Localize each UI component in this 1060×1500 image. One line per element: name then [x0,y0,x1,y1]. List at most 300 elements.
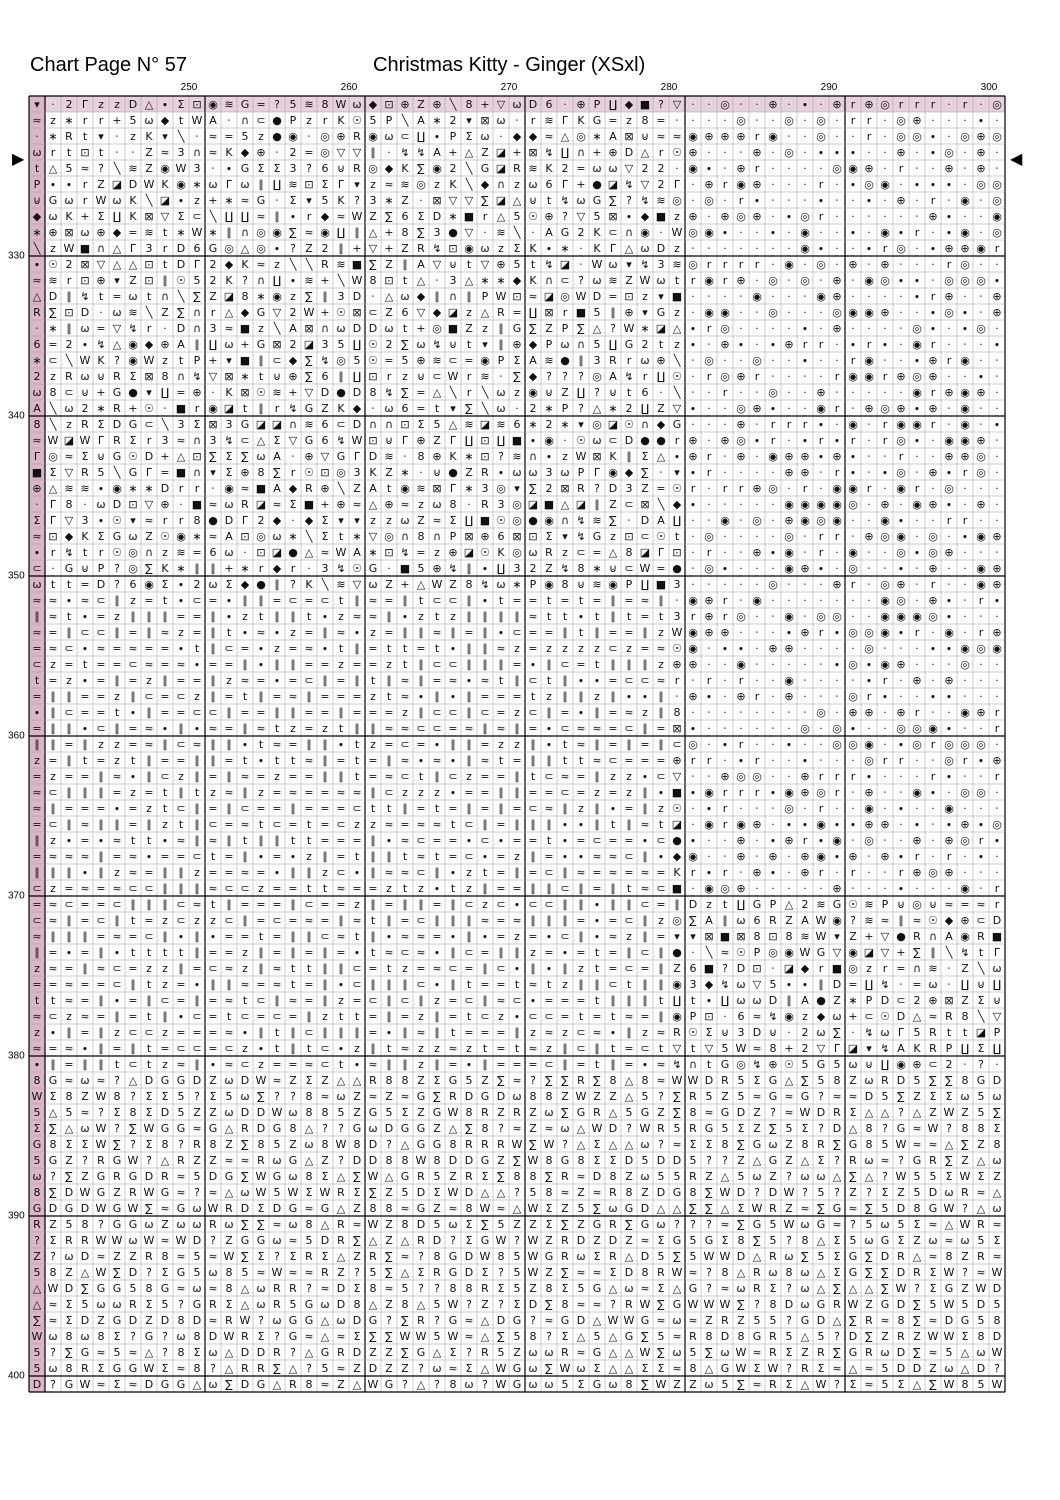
chart-symbol: r [706,322,712,335]
chart-symbol: = [128,930,138,943]
chart-symbol: ≈ [384,178,394,191]
chart-symbol: · [947,98,951,111]
chart-symbol: 8 [49,1138,57,1151]
chart-symbol: ∥ [354,226,360,239]
chart-symbol: 8 [385,1202,393,1215]
chart-symbol: ▽ [880,930,890,943]
chart-symbol: ⊕ [832,882,842,895]
chart-symbol: ∥ [402,594,408,607]
chart-symbol: = [480,802,490,815]
chart-symbol: ∥ [418,674,424,687]
chart-symbol: · [947,706,951,719]
chart-symbol: ⋅ [819,690,823,703]
chart-symbol: ⊂ [656,882,666,895]
chart-symbol: · [947,322,951,335]
chart-symbol: △ [416,578,426,591]
chart-symbol: ⊕ [704,594,714,607]
chart-symbol: z [546,690,552,703]
chart-symbol: R [257,1362,265,1375]
chart-symbol: G [432,1138,442,1151]
chart-symbol: △ [112,258,122,271]
chart-symbol: D [80,1314,90,1327]
chart-symbol: ╲ [465,162,473,175]
chart-symbol: ⋅ [675,114,679,127]
chart-symbol: ⊂ [208,706,218,719]
chart-symbol: ⊂ [432,658,442,671]
chart-symbol: = [544,994,554,1007]
chart-symbol: · [723,834,727,847]
chart-symbol: t [546,674,552,687]
chart-symbol: ◆ [624,98,634,111]
chart-symbol: = [272,786,282,799]
chart-symbol: ∥ [114,914,120,927]
chart-symbol: ⊠ [64,226,74,239]
column-label: 290 [820,82,838,93]
chart-symbol: ⊂ [416,834,426,847]
chart-symbol: ◎ [768,306,778,319]
chart-symbol: = [512,690,522,703]
chart-symbol: 5 [593,1330,601,1343]
chart-symbol: = [624,754,634,767]
chart-symbol: ◉ [544,578,554,591]
chart-symbol: ≈ [32,530,42,543]
chart-symbol: ⊕ [752,178,762,191]
chart-symbol: R [897,1330,905,1343]
chart-symbol: ■ [479,514,491,527]
chart-symbol: · [179,498,183,511]
chart-symbol: = [624,866,634,879]
chart-symbol: ▾ [674,466,680,479]
chart-symbol: = [480,786,490,799]
chart-symbol: ∑ [753,1234,761,1247]
chart-symbol: · [899,354,903,367]
chart-symbol: ◉ [816,498,826,511]
chart-symbol: ∙ [225,162,233,175]
chart-symbol: ◆ [64,530,74,543]
chart-symbol: ω [208,178,218,191]
chart-symbol: = [320,818,330,831]
chart-symbol: = [576,162,586,175]
chart-symbol: 8 [225,1266,233,1279]
chart-symbol: r [674,434,680,447]
chart-symbol: D [704,1074,714,1087]
chart-symbol: ⊂ [480,834,490,847]
chart-symbol: r [802,834,808,847]
chart-symbol: K [161,178,169,191]
chart-symbol: 5 [401,354,409,367]
chart-symbol: ? [850,914,856,927]
chart-symbol: 8 [33,1074,41,1087]
chart-symbol: ◪ [495,146,507,159]
chart-symbol: ∑ [961,1138,969,1151]
chart-symbol: Z [705,1170,713,1183]
chart-symbol: 8 [625,1378,633,1391]
chart-symbol: ω [464,1378,474,1391]
chart-symbol: · [691,418,695,431]
chart-symbol: W [335,1138,347,1151]
chart-symbol: ω [592,274,602,287]
chart-symbol: D [912,1362,922,1375]
chart-symbol: △ [160,1154,170,1167]
chart-symbol: Γ [561,114,569,127]
chart-symbol: ⋅ [867,418,871,431]
chart-symbol: ≈ [672,1138,682,1151]
chart-symbol: Σ [817,1154,825,1167]
chart-symbol: ≈ [976,898,986,911]
chart-symbol: ∥ [562,1042,568,1055]
chart-symbol: ∥ [498,946,504,959]
chart-symbol: ω [352,98,362,111]
chart-symbol: ⊂ [432,722,442,735]
chart-symbol: W [703,1298,715,1311]
chart-symbol: △ [336,1250,346,1263]
chart-symbol: D [192,1314,202,1327]
chart-symbol: t [306,882,312,895]
chart-symbol: ≈ [656,1314,666,1327]
chart-symbol: ∥ [338,770,344,783]
chart-symbol: ⊕ [896,370,906,383]
chart-symbol: ≈ [672,130,682,143]
chart-symbol: G [768,1074,778,1087]
chart-symbol: Γ [49,498,57,511]
chart-symbol: ◎ [928,530,938,543]
chart-symbol: ω [240,1186,250,1199]
chart-symbol: t [274,754,280,767]
chart-symbol: = [464,626,474,639]
chart-symbol: = [96,930,106,943]
chart-symbol: ◆ [224,258,234,271]
chart-symbol: ∙ [945,466,953,479]
chart-symbol: ω [304,1138,314,1151]
chart-symbol: ◎ [992,98,1002,111]
chart-symbol: ☉ [48,258,58,271]
chart-symbol: t [386,642,392,655]
chart-symbol: = [80,1026,90,1039]
chart-symbol: ω [64,402,74,415]
chart-symbol: ∙ [689,402,697,415]
chart-symbol: = [208,1042,218,1055]
chart-symbol: ∥ [530,882,536,895]
chart-symbol: W [943,1298,955,1311]
chart-symbol: ⊕ [688,434,698,447]
chart-symbol: ≋ [608,274,618,287]
chart-symbol: · [723,418,727,431]
chart-symbol: 3 [321,562,329,575]
chart-symbol: R [769,1250,777,1263]
chart-symbol: ω [592,434,602,447]
chart-symbol: 8 [625,1186,633,1199]
chart-symbol: ◉ [848,370,858,383]
chart-symbol: r [482,210,488,223]
chart-symbol: ω [800,1266,810,1279]
chart-symbol: ∥ [130,978,136,991]
chart-symbol: Z [481,146,489,159]
chart-symbol: ∐ [608,98,618,111]
chart-symbol: = [256,706,266,719]
chart-symbol: ∐ [528,306,538,319]
chart-symbol: ◆ [656,418,666,431]
chart-symbol: ⊕ [976,434,986,447]
chart-symbol: ⊂ [528,898,538,911]
chart-symbol: = [640,962,650,975]
chart-symbol: z [482,898,488,911]
chart-symbol: ◉ [464,242,474,255]
chart-symbol: △ [224,1186,234,1199]
chart-symbol: ≈ [448,1362,458,1375]
chart-symbol: 8 [65,1090,73,1103]
chart-symbol: ∙ [561,946,569,959]
chart-symbol: ⋅ [691,386,695,399]
chart-symbol: ▽ [752,978,762,991]
chart-symbol: = [384,594,394,607]
chart-symbol: = [128,738,138,751]
chart-symbol: = [240,642,250,655]
chart-symbol: ⋅ [979,290,983,303]
chart-symbol: ∙ [977,818,985,831]
chart-symbol: · [739,242,743,255]
chart-symbol: W [639,274,651,287]
chart-symbol: ● [592,178,602,191]
chart-symbol: 5 [321,1362,329,1375]
chart-symbol: ⊂ [224,1042,234,1055]
chart-symbol: ◎ [832,162,842,175]
chart-symbol: ∐ [272,274,282,287]
chart-symbol: △ [128,258,138,271]
chart-symbol: G [480,162,490,175]
chart-symbol: ≈ [32,274,42,287]
chart-symbol: ▽ [480,258,490,271]
chart-symbol: ◎ [336,466,346,479]
chart-symbol: P [449,530,457,543]
chart-symbol: · [995,450,999,463]
chart-symbol: ∙ [225,610,233,623]
chart-symbol: ∙ [641,690,649,703]
chart-symbol: ☉ [672,802,682,815]
chart-symbol: z [706,898,712,911]
chart-symbol: ≈ [224,322,234,335]
chart-symbol: ⊕ [976,130,986,143]
chart-symbol: ∥ [530,818,536,831]
chart-symbol: 5 [193,1170,201,1183]
chart-symbol: r [146,434,152,447]
chart-symbol: ⋅ [883,450,887,463]
chart-symbol: t [146,1058,152,1071]
chart-symbol: ⊂ [336,418,346,431]
chart-symbol: ∑ [881,1266,889,1279]
chart-symbol: ≈ [400,1042,410,1055]
chart-symbol: ◉ [784,546,794,559]
chart-symbol: Z [337,1378,345,1391]
chart-symbol: K [161,562,169,575]
chart-symbol: ∙ [33,258,41,271]
chart-symbol: 3 [481,482,489,495]
chart-symbol: = [160,1042,170,1055]
chart-symbol: r [754,258,760,271]
chart-symbol: ≈ [336,786,346,799]
chart-symbol: = [48,1042,58,1055]
chart-symbol: ? [178,1138,184,1151]
chart-symbol: z [66,674,72,687]
chart-symbol: Γ [353,450,361,463]
chart-symbol: ⋅ [755,802,759,815]
chart-symbol: Σ [161,1090,169,1103]
chart-symbol: · [803,402,807,415]
chart-symbol: r [962,98,968,111]
chart-symbol: ⋅ [723,850,727,863]
chart-symbol: ⊂ [640,898,650,911]
chart-symbol: ≈ [144,722,154,735]
chart-symbol: · [771,258,775,271]
chart-symbol: ∩ [192,322,202,335]
chart-symbol: G [624,1330,634,1343]
chart-symbol: 8 [369,1282,377,1295]
chart-symbol: · [819,226,823,239]
chart-symbol: = [656,754,666,767]
chart-symbol: 2 [209,274,217,287]
chart-symbol: ⊂ [208,962,218,975]
chart-symbol: · [979,674,983,687]
chart-symbol: W [335,98,347,111]
chart-symbol: = [320,834,330,847]
chart-symbol: Γ [193,258,201,271]
chart-symbol: △ [976,1202,986,1215]
chart-symbol: △ [624,1346,634,1359]
chart-symbol: ∑ [385,1330,393,1343]
chart-symbol: D [608,1122,618,1135]
chart-symbol: 5 [673,1170,681,1183]
chart-symbol: z [642,706,648,719]
chart-symbol: 5 [129,1282,137,1295]
chart-symbol: ∩ [160,290,170,303]
chart-symbol: ≈ [864,1362,874,1375]
chart-symbol: G [160,1186,170,1199]
chart-symbol: 5 [881,1378,889,1391]
chart-symbol: ⋅ [771,722,775,735]
chart-symbol: R [481,1138,489,1151]
chart-symbol: ∥ [498,338,504,351]
chart-symbol: ∗ [192,178,202,191]
chart-symbol: ╲ [513,226,521,239]
chart-symbol: Σ [465,1234,473,1247]
chart-symbol: · [819,722,823,735]
chart-symbol: ω [800,1298,810,1311]
chart-symbol: · [819,482,823,495]
chart-symbol: ◉ [880,610,890,623]
chart-symbol: ≈ [208,834,218,847]
chart-symbol: ? [114,354,120,367]
chart-symbol: · [963,802,967,815]
chart-symbol: · [771,466,775,479]
chart-symbol: ∙ [993,338,1001,351]
chart-symbol: 8 [769,1298,777,1311]
chart-symbol: ∑ [497,1330,505,1343]
chart-symbol: r [690,754,696,767]
chart-symbol: ⊕ [800,562,810,575]
chart-symbol: Σ [481,1266,489,1279]
chart-symbol: · [707,146,711,159]
chart-symbol: ■ [239,354,251,367]
chart-symbol: · [883,194,887,207]
chart-symbol: = [336,754,346,767]
chart-symbol: △ [464,274,474,287]
chart-symbol: r [818,626,824,639]
chart-symbol: 8 [433,1154,441,1167]
chart-symbol: ∥ [194,754,200,767]
chart-symbol: = [32,978,42,991]
chart-symbol: ▾ [466,114,472,127]
chart-symbol: △ [912,1250,922,1263]
chart-symbol: ● [672,946,682,959]
chart-symbol: ☉ [928,914,938,927]
chart-symbol: D [736,1106,746,1119]
chart-symbol: 8 [465,1202,473,1215]
chart-symbol: z [418,1042,424,1055]
chart-symbol: ∥ [194,562,200,575]
chart-symbol: r [866,114,872,127]
chart-symbol: t [258,818,264,831]
chart-symbol: = [32,850,42,863]
chart-symbol: P [33,178,41,191]
chart-symbol: ω [544,1106,554,1119]
chart-symbol: 8 [49,1266,57,1279]
chart-symbol: ω [816,1170,826,1183]
chart-symbol: = [464,1026,474,1039]
chart-symbol: t [146,290,152,303]
chart-symbol: · [899,210,903,223]
chart-symbol: ∥ [274,658,280,671]
chart-symbol: t [626,610,632,623]
chart-symbol: ◎ [736,434,746,447]
chart-symbol: ∙ [929,786,937,799]
chart-symbol: ∑ [145,1202,153,1215]
chart-symbol: ⊡ [304,178,314,191]
chart-symbol: · [819,162,823,175]
chart-symbol: z [626,786,632,799]
chart-symbol: = [80,834,90,847]
chart-symbol: D [192,1234,202,1247]
chart-symbol: ≈ [384,866,394,879]
chart-symbol: ⊕ [928,354,938,367]
chart-symbol: ⊠ [240,386,250,399]
chart-symbol: = [144,594,154,607]
chart-symbol: ⋅ [979,194,983,207]
chart-symbol: ◎ [672,914,682,927]
chart-symbol: ⋅ [755,658,759,671]
chart-symbol: ∥ [290,946,296,959]
chart-symbol: ≈ [224,994,234,1007]
chart-symbol: G [128,1218,138,1231]
chart-symbol: ◎ [224,242,234,255]
chart-symbol: W [415,1154,427,1167]
chart-symbol: t [386,690,392,703]
chart-symbol: G [720,1362,730,1375]
chart-symbol: ≈ [400,834,410,847]
chart-symbol: Z [673,1378,681,1391]
chart-symbol: G [768,1090,778,1103]
chart-symbol: = [528,930,538,943]
chart-symbol: ∥ [98,818,104,831]
chart-symbol: t [354,770,360,783]
chart-symbol: = [80,706,90,719]
chart-symbol: r [722,386,728,399]
chart-symbol: R [817,1346,825,1359]
chart-symbol: ⊕ [336,498,346,511]
chart-symbol: P [561,322,569,335]
chart-symbol: = [176,706,186,719]
chart-symbol: ∐ [640,402,650,415]
column-label: 260 [340,82,358,93]
chart-symbol: A [273,482,281,495]
